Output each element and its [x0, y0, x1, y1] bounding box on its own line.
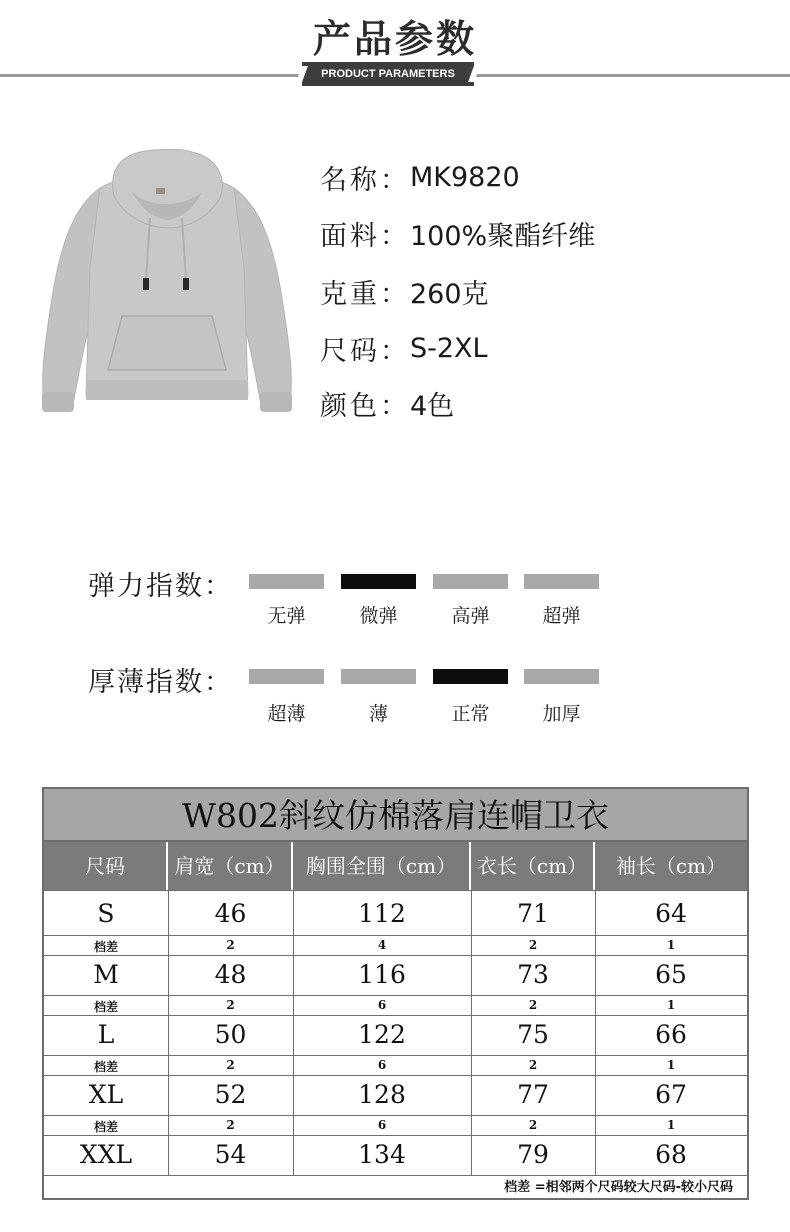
row-s-shoulder: 46 — [214, 899, 247, 928]
row-xl-length: 77 — [517, 1080, 549, 1109]
thickness-level-thick: 加厚 — [542, 703, 581, 725]
diff-xl-length: 2 — [528, 1118, 538, 1132]
spec-name-value: MK9820 — [410, 161, 520, 193]
diff-m-sleeve: 1 — [666, 998, 676, 1012]
diff-label: 档差 — [93, 1120, 118, 1134]
row-s-chest: 112 — [358, 899, 406, 928]
thickness-level-thin: 薄 — [368, 703, 388, 725]
diff-l-chest: 6 — [377, 1058, 387, 1072]
row-xl-chest: 128 — [358, 1080, 406, 1109]
thickness-bar-thick — [524, 669, 599, 684]
elasticity-level-super: 超弹 — [542, 605, 581, 627]
thickness-level-ultrathin: 超薄 — [267, 703, 306, 725]
spec-color-key: 颜色： — [320, 390, 410, 422]
row-s-length: 71 — [517, 899, 549, 928]
row-l-chest: 122 — [358, 1020, 406, 1049]
diff-xl-shoulder: 2 — [226, 1118, 235, 1132]
spec-fabric-key: 面料： — [320, 220, 410, 252]
diff-m-chest: 6 — [377, 998, 387, 1012]
elasticity-index-label: 弹力指数： — [88, 571, 233, 602]
elasticity-level-high: 高弹 — [451, 605, 490, 627]
diff-m-length: 2 — [528, 998, 538, 1012]
diff-s-length: 2 — [528, 938, 538, 952]
spec-size-row — [320, 328, 488, 368]
elasticity-level-none: 无弹 — [267, 605, 306, 627]
diff-xl-sleeve: 1 — [666, 1118, 676, 1132]
row-l-length: 75 — [517, 1020, 549, 1049]
spec-weight-row — [320, 271, 489, 311]
elasticity-bar-high — [433, 574, 508, 589]
spec-size-value: S-2XL — [410, 332, 488, 364]
spec-fabric-row — [320, 213, 595, 253]
row-m-chest: 116 — [358, 960, 406, 989]
thickness-level-normal: 正常 — [451, 703, 490, 725]
col-header-sleeve: 袖长（cm） — [595, 842, 747, 890]
row-m-size: M — [93, 960, 119, 989]
diff-l-length: 2 — [528, 1058, 538, 1072]
page-title: 产品参数 — [312, 17, 477, 61]
spec-name-row — [320, 157, 520, 197]
row-xl-shoulder: 52 — [214, 1080, 247, 1109]
row-xl-sleeve: 67 — [655, 1080, 687, 1109]
row-l-shoulder: 50 — [214, 1020, 247, 1049]
diff-label: 档差 — [93, 1000, 118, 1014]
col-header-chest: 胸围全围（cm） — [293, 842, 471, 890]
row-xxl-sleeve: 68 — [655, 1140, 687, 1169]
elasticity-bar-slight — [341, 574, 416, 589]
thickness-bar-thin — [341, 669, 416, 684]
thickness-bar-ultrathin — [249, 669, 324, 684]
row-xxl-shoulder: 54 — [214, 1140, 247, 1169]
diff-s-shoulder: 2 — [226, 938, 235, 952]
spec-weight-key: 克重： — [320, 278, 410, 310]
spec-name-key: 名称： — [320, 164, 410, 196]
size-table — [42, 787, 749, 1200]
row-s-sleeve: 64 — [655, 899, 687, 928]
row-s-size: S — [97, 899, 115, 928]
diff-s-sleeve: 1 — [666, 938, 676, 952]
thickness-bar-normal — [433, 669, 508, 684]
row-xxl-size: XXL — [79, 1140, 133, 1169]
diff-l-shoulder: 2 — [226, 1058, 235, 1072]
elasticity-bar-none — [249, 574, 324, 589]
diff-label: 档差 — [93, 940, 118, 954]
row-xxl-chest: 134 — [358, 1140, 406, 1169]
header-subtitle-tag: PRODUCT PARAMETERS — [302, 62, 474, 86]
spec-weight-value: 260克 — [410, 278, 489, 310]
row-xl-size: XL — [88, 1080, 124, 1109]
diff-s-chest: 4 — [377, 938, 387, 952]
diff-m-shoulder: 2 — [226, 998, 235, 1012]
hoodie-illustration — [22, 148, 312, 420]
col-header-size: 尺码 — [44, 842, 168, 890]
row-xxl-length: 79 — [517, 1140, 549, 1169]
col-header-length: 衣长（cm） — [471, 842, 595, 890]
spec-fabric-value: 100%聚酯纤维 — [410, 220, 596, 252]
row-m-shoulder: 48 — [214, 960, 247, 989]
diff-label: 档差 — [93, 1060, 118, 1074]
row-l-size: L — [97, 1020, 115, 1049]
diff-l-sleeve: 1 — [666, 1058, 676, 1072]
row-m-length: 73 — [517, 960, 549, 989]
col-header-shoulder: 肩宽（cm） — [168, 842, 293, 890]
row-m-sleeve: 65 — [655, 960, 687, 989]
kangaroo-pocket — [108, 316, 226, 370]
thickness-index-label: 厚薄指数： — [88, 667, 233, 698]
spec-color-row — [320, 383, 454, 423]
size-table-title: W802斜纹仿棉落肩连帽卫衣 — [44, 789, 747, 842]
spec-color-value: 4色 — [410, 390, 455, 422]
diff-xl-chest: 6 — [377, 1118, 387, 1132]
row-l-sleeve: 66 — [655, 1020, 687, 1049]
elasticity-level-slight: 微弹 — [359, 605, 398, 627]
spec-size-key: 尺码： — [320, 335, 410, 367]
size-diff-note: 档差 =相邻两个尺码较大尺码-较小尺码 — [504, 1180, 733, 1195]
elasticity-bar-super — [524, 574, 599, 589]
